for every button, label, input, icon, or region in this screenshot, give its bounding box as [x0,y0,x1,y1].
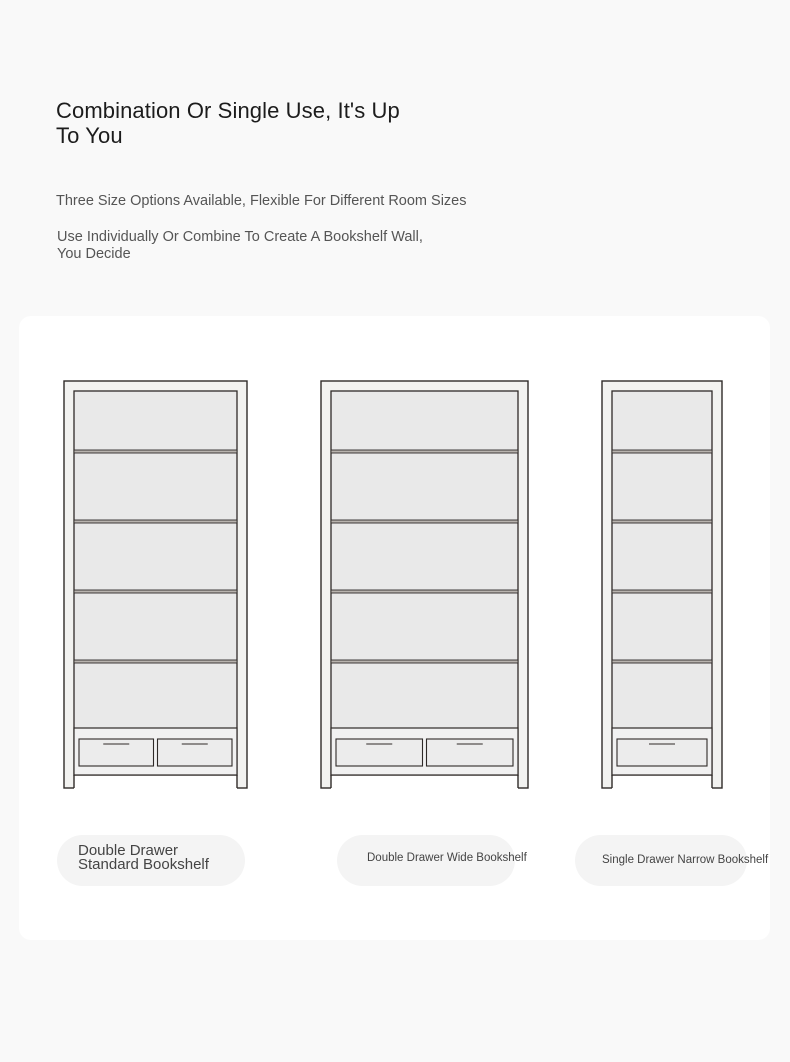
shelf-board-wide [331,520,518,523]
page-title: Combination Or Single Use, It's Up To You [56,98,400,148]
shelf-board-narrow [612,590,712,593]
product-pill-wide[interactable] [337,835,527,886]
shelf-board-wide [331,450,518,453]
shelf-board-narrow [612,450,712,453]
bookshelf-back-panel-wide [331,391,518,775]
product-card [19,316,770,940]
product-label-wide: Double Drawer Wide Bookshelf [367,852,527,864]
product-pill-standard[interactable] [57,835,245,886]
shelf-board-narrow [612,660,712,663]
bookshelf-back-panel-narrow [612,391,712,775]
product-pill-narrow[interactable] [575,835,769,886]
bookshelf-floor-gap-narrow [612,776,712,791]
shelf-board-narrow [612,520,712,523]
product-label-standard [78,844,209,872]
bookshelf-floor-gap-wide [331,776,518,791]
drawer-wide [336,739,423,766]
drawer-wide [427,739,514,766]
product-label-line2: Standard Bookshelf [78,856,209,873]
drawer-narrow [617,739,707,766]
shelf-board-standard [74,520,237,523]
shelf-board-wide [331,590,518,593]
drawer-standard [158,739,233,766]
shelf-board-wide [331,660,518,663]
bookshelf-back-panel-standard [74,391,237,775]
bookshelf-floor-gap-standard [74,776,237,791]
shelf-board-standard [74,450,237,453]
product-label-narrow: Single Drawer Narrow Bookshelf [602,854,769,866]
shelf-board-standard [74,590,237,593]
size-options-text: Three Size Options Available, Flexible For Different Room Sizes [56,193,467,209]
drawer-standard [79,739,154,766]
product-label-line1: Double Drawer [78,842,179,859]
combine-info-text: Use Individually Or Combine To Create A Bookshelf Wall, You Decide [57,229,423,262]
shelf-board-standard [74,660,237,663]
